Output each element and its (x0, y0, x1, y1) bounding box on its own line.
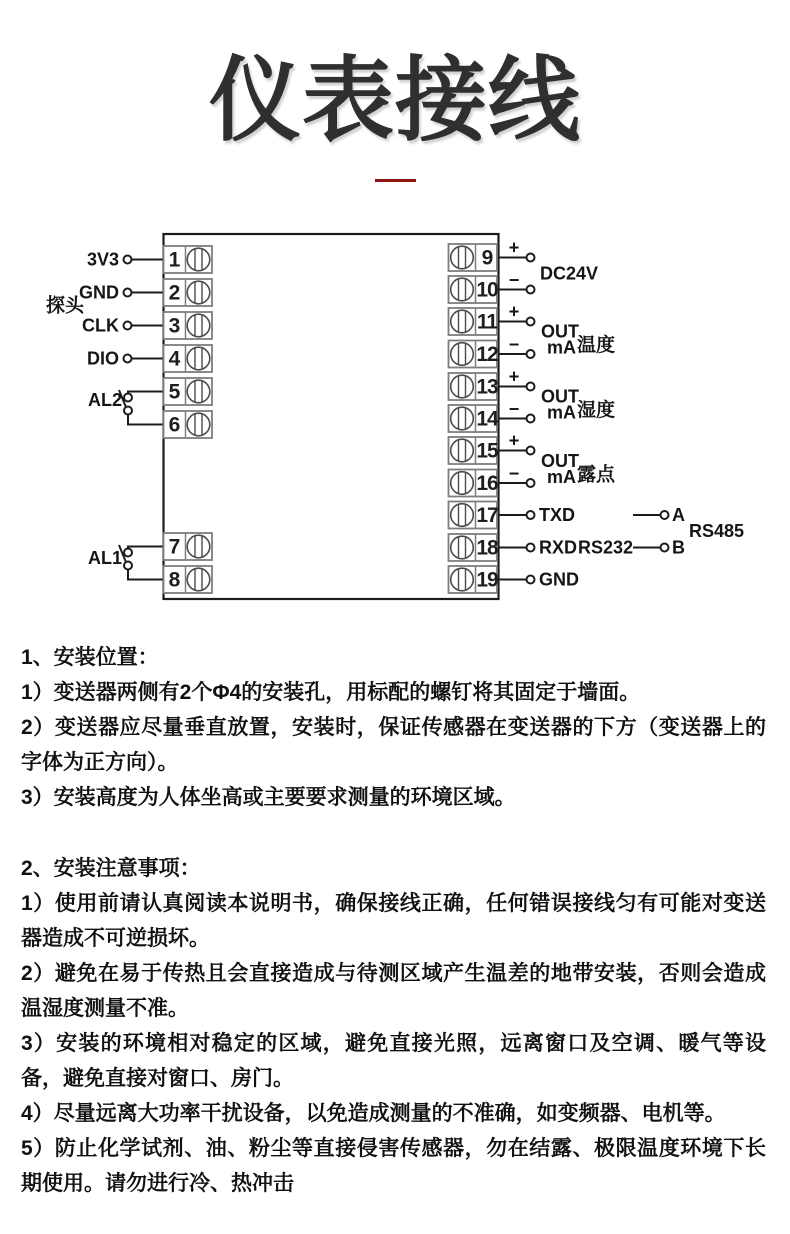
pin-gnd-label: GND (79, 282, 119, 303)
screw-icon (451, 375, 474, 398)
terminal-number: 4 (168, 347, 180, 371)
screw-icon (187, 314, 210, 337)
terminal-12 (449, 341, 498, 368)
terminal-13 (449, 373, 498, 400)
terminal-17 (449, 502, 498, 529)
temperature-label: 温度 (577, 335, 616, 357)
wire-node (527, 544, 535, 552)
terminal-9 (449, 244, 498, 271)
wire-node (527, 415, 535, 423)
dewpoint-label: 露点 (577, 464, 616, 486)
terminal-1 (164, 246, 213, 273)
terminals-left (164, 246, 213, 593)
wire-node (527, 383, 535, 391)
terminal-number: 13 (476, 375, 498, 399)
terminal-number: 1 (168, 248, 180, 272)
screw-icon (451, 568, 474, 591)
terminal-number: 2 (168, 281, 180, 305)
screw-icon (187, 347, 210, 370)
plus-sign: + (508, 237, 520, 258)
instruction-item: 2）避免在易于传热且会直接造成与待测区域产生温差的地带安装，否则会造成温湿度测量不准。 (21, 962, 766, 1021)
terminal-number: 3 (168, 314, 180, 338)
terminal-number: 7 (168, 535, 180, 559)
rs485-label: RS485 (689, 521, 745, 542)
comm-wiring (498, 505, 744, 590)
out-label: OUT (541, 451, 579, 472)
plus-sign: + (508, 430, 520, 451)
terminal-number: 18 (476, 536, 498, 560)
instruction-item: 1）变送器两侧有2个Φ4的安装孔，用标配的螺钉将其固定于墙面。 (21, 681, 641, 705)
instruction-item: 3）安装高度为人体坐高或主要要求测量的环境区域。 (21, 786, 516, 810)
terminal-number: 12 (476, 343, 498, 367)
screw-icon (187, 413, 210, 436)
screw-icon (451, 310, 474, 333)
wire-node (527, 350, 535, 358)
section-install-notes (21, 851, 766, 1201)
terminal-number: 11 (476, 310, 498, 334)
instruction-item: 4）尽量远离大功率干扰设备，以免造成测量的不准确，如变频器、电机等。 (21, 1102, 726, 1126)
wire-node (527, 254, 535, 262)
wire (128, 392, 164, 394)
wire (128, 547, 164, 549)
screw-icon (187, 568, 210, 591)
al2-label: AL2 (87, 390, 122, 411)
minus-sign: − (508, 270, 520, 291)
alarm1-wiring (88, 545, 164, 580)
rs485-a-label: A (672, 505, 685, 526)
pin-3v3-label: 3V3 (86, 249, 119, 270)
wire-node (661, 544, 669, 552)
ma-label: mA (547, 467, 577, 488)
minus-sign: − (508, 399, 520, 420)
wire-node (124, 355, 132, 363)
wire-node (124, 322, 132, 330)
contact-node (124, 394, 132, 402)
instruction-item: 3）安装的环境相对稳定的区域，避免直接光照，远离窗口及空调、暖气等设备，避免直接对窗口、房门。 (21, 1032, 766, 1091)
terminal-15 (449, 437, 499, 464)
wire (128, 570, 164, 580)
wire-node (527, 447, 535, 455)
page-title: 仪表接线 (208, 50, 581, 152)
wire-node (661, 511, 669, 519)
wire (128, 415, 164, 425)
out-label: OUT (541, 386, 579, 407)
instruction-item: 1）使用前请认真阅读本说明书，确保接线正确，任何错误接线匀有可能对变送器造成不可逆损坏。 (21, 892, 766, 951)
screw-icon (451, 407, 474, 430)
probe-label: 探头 (46, 295, 85, 317)
section-heading: 1、安装位置： (21, 646, 159, 670)
screw-icon (451, 504, 474, 527)
screw-icon (187, 281, 210, 304)
wire-node (527, 511, 535, 519)
screw-icon (451, 472, 474, 495)
screw-icon (451, 439, 474, 462)
terminal-number: 6 (168, 413, 180, 437)
terminal-8 (164, 566, 213, 593)
power-wiring (498, 238, 598, 294)
out-dewpoint-wiring (498, 431, 616, 488)
plus-sign: + (508, 301, 520, 322)
screw-icon (451, 246, 474, 269)
humidity-label: 湿度 (577, 400, 616, 422)
terminal-number: 5 (168, 380, 180, 404)
txd-label: TXD (539, 505, 575, 526)
ma-label: mA (547, 402, 577, 423)
terminal-5 (164, 378, 213, 405)
screw-icon (451, 278, 474, 301)
screw-icon (451, 536, 474, 559)
terminal-number: 17 (476, 504, 498, 528)
terminal-7 (164, 533, 213, 560)
terminal-number: 14 (476, 407, 498, 431)
rxd-label: RXD (539, 537, 578, 558)
terminal-10 (449, 276, 498, 303)
rs232-label: RS232 (578, 537, 634, 558)
terminal-18 (449, 534, 499, 561)
screw-icon (451, 343, 474, 366)
terminal-14 (449, 405, 499, 432)
probe-wiring (46, 250, 164, 369)
minus-sign: − (508, 463, 520, 484)
screw-icon (187, 535, 210, 558)
wire-node (527, 576, 535, 584)
terminal-number: 16 (476, 472, 498, 496)
terminal-number: 19 (476, 568, 498, 592)
ma-label: mA (547, 337, 577, 358)
terminal-19 (449, 566, 498, 593)
wiring-diagram (0, 201, 790, 631)
terminal-4 (164, 345, 213, 372)
minus-sign: − (508, 334, 520, 355)
gnd-out-label: GND (539, 569, 579, 590)
screw-icon (187, 248, 210, 271)
title-underline (375, 179, 416, 182)
terminal-number: 8 (168, 568, 180, 592)
wire-node (527, 479, 535, 487)
terminal-number: 10 (476, 278, 498, 302)
out-label: OUT (541, 321, 579, 342)
terminal-6 (164, 411, 213, 438)
section-install-position (21, 640, 766, 815)
plus-sign: + (508, 366, 520, 387)
terminal-number: 15 (476, 439, 498, 463)
wire-node (527, 318, 535, 326)
instructions (0, 631, 790, 1201)
out-humidity-wiring (498, 367, 615, 423)
title-block (0, 0, 790, 182)
terminal-number: 9 (481, 246, 493, 270)
wire-node (124, 289, 132, 297)
rs485-b-label: B (672, 537, 685, 558)
out-temperature-wiring (498, 302, 615, 359)
pin-dio-label: DIO (86, 348, 119, 369)
section-heading: 2、安装注意事项： (21, 857, 201, 881)
terminal-3 (164, 312, 213, 339)
wire-node (124, 256, 132, 264)
pin-clk-label: CLK (82, 315, 119, 336)
al1-label: AL1 (87, 548, 122, 569)
dc24v-label: DC24V (540, 263, 599, 284)
contact-node (124, 549, 132, 557)
wire-node (527, 286, 535, 294)
instruction-item: 5）防止化学试剂、油、粉尘等直接侵害传感器，勿在结露、极限温度环境下长期使用。请勿进行冷、热冲击 (21, 1137, 766, 1196)
instruction-item: 2）变送器应尽量垂直放置，安装时，保证传感器在变送器的下方（变送器上的字体为正方向）。 (21, 716, 766, 775)
alarm2-wiring (88, 390, 164, 425)
terminals-right (449, 244, 499, 593)
terminal-11 (449, 308, 499, 335)
terminal-16 (449, 470, 498, 497)
screw-icon (187, 380, 210, 403)
terminal-2 (164, 279, 213, 306)
